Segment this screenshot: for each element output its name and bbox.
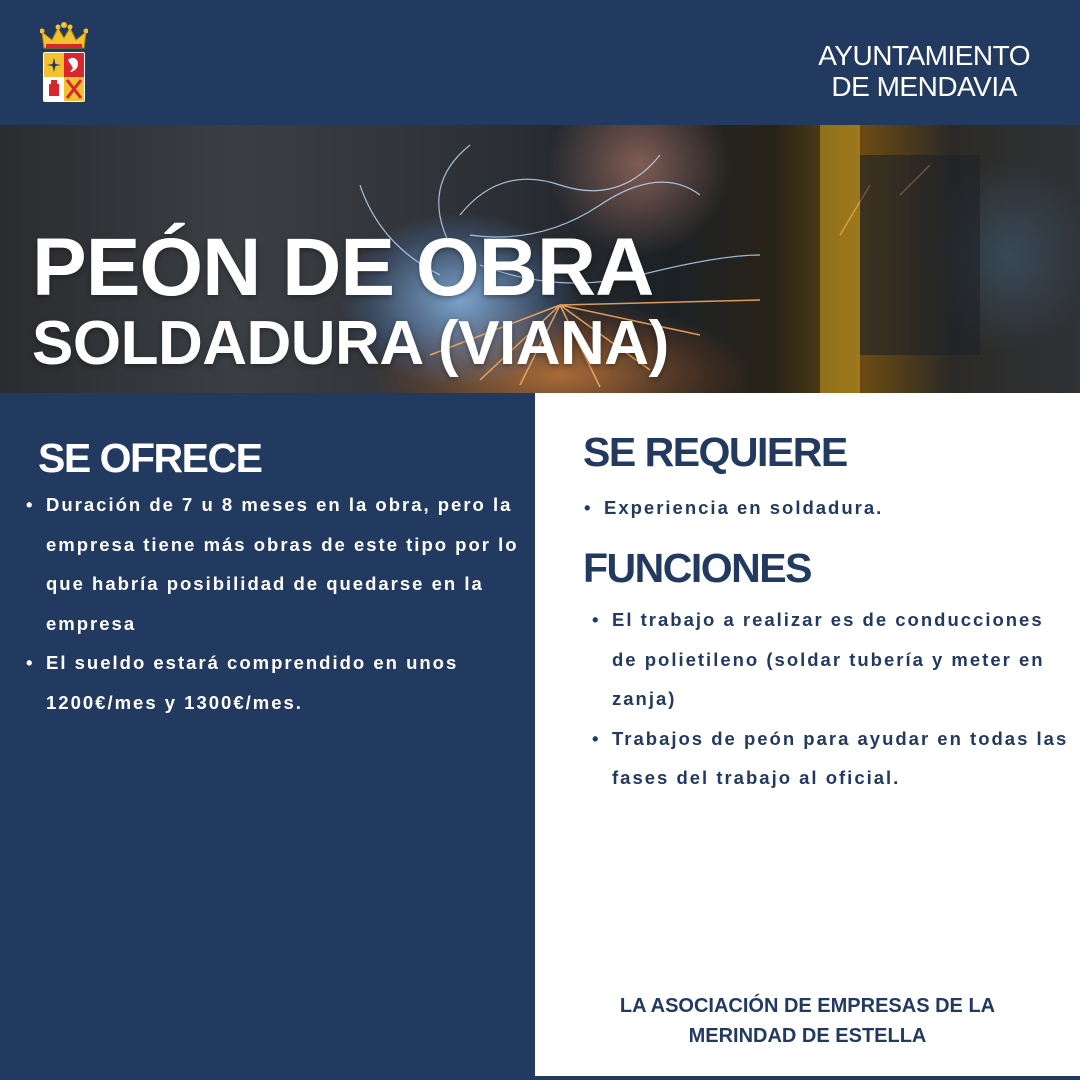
list-item: • Experiencia en soldadura.: [584, 488, 1064, 528]
footer-credit-line2: MERINDAD DE ESTELLA: [688, 1025, 927, 1047]
list-item: • El trabajo a realizar es de conducciones de polietileno (soldar tubería y meter en zanja): [592, 600, 1072, 719]
hero-banner: [0, 125, 1080, 393]
footer-credit: [535, 991, 1080, 1051]
header-bar: [0, 0, 1080, 125]
functions-list: [592, 600, 1072, 798]
list-item: • Duración de 7 u 8 meses en la obra, pero la empresa tiene más obras de este tipo por lo que habría posibilidad de quedarse en la empresa: [26, 485, 521, 643]
list-item: • El sueldo estará comprendido en unos 1200€/mes y 1300€/mes.: [26, 643, 521, 722]
functions-heading: FUNCIONES: [583, 545, 811, 591]
coat-of-arms-icon: [40, 22, 88, 106]
job-title: PEÓN DE OBRA: [32, 222, 654, 313]
organization-name-line1: AYUNTAMIENTO: [818, 40, 1030, 71]
requirements-heading: SE REQUIERE: [583, 429, 847, 475]
offer-list: [26, 485, 521, 722]
requirements-panel: [535, 393, 1080, 1076]
offer-heading: SE OFRECE: [38, 435, 262, 481]
organization-name-line2: DE MENDAVIA: [831, 71, 1017, 102]
list-item: • Trabajos de peón para ayudar en todas las fases del trabajo al oficial.: [592, 719, 1072, 798]
requirements-list: [584, 488, 1064, 528]
organization-name: [818, 40, 1030, 102]
job-subtitle: SOLDADURA (VIANA): [32, 309, 669, 378]
footer-credit-line1: LA ASOCIACIÓN DE EMPRESAS DE LA: [619, 995, 996, 1017]
offer-panel: [0, 393, 535, 1080]
